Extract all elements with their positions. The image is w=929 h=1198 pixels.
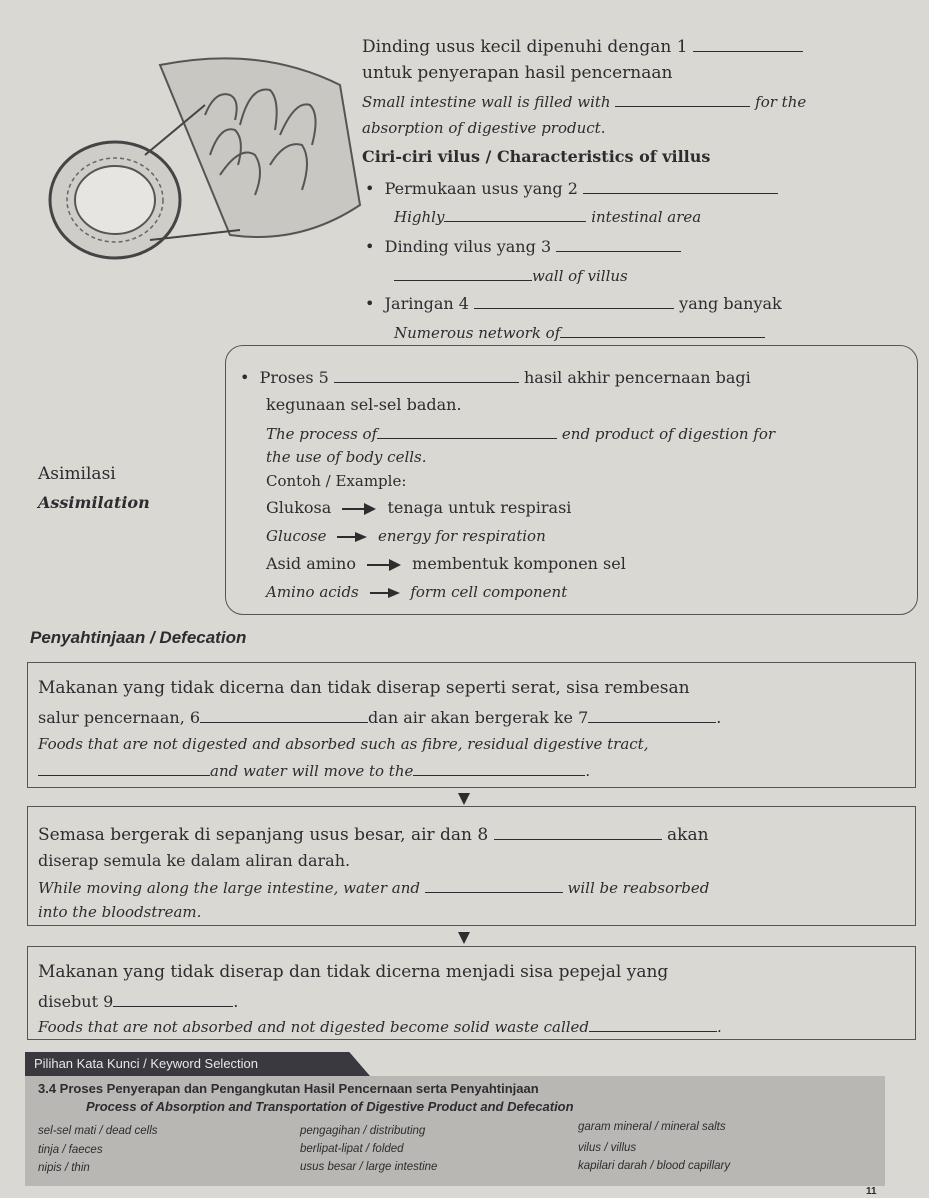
- box3-line2: disebut 9 .: [38, 992, 239, 1011]
- villus-line4: absorption of digestive product.: [362, 119, 606, 137]
- keyword-cell: tinja / faeces: [38, 1144, 103, 1156]
- box2-line3: While moving along the large intestine, water and will be reabsorbed: [38, 879, 710, 897]
- villus-bullet2: • Permukaan usus yang 2: [365, 177, 778, 198]
- keyword-cell: kapilari darah / blood capillary: [578, 1160, 731, 1172]
- example-2-en: Amino acids form cell component: [266, 583, 568, 601]
- assimilation-label-en: Assimilation: [38, 493, 150, 512]
- keyword-tab-label: Pilihan Kata Kunci / Keyword Selection: [34, 1056, 259, 1071]
- villus-bullet3: • Dinding vilus yang 3: [365, 235, 681, 256]
- keyword-cell: sel-sel mati / dead cells: [38, 1125, 158, 1137]
- arrow-right-icon: [337, 532, 367, 542]
- keyword-cell: vilus / villus: [578, 1142, 637, 1154]
- assimilation-bullet5-en: The process of end product of digestion for: [266, 425, 776, 443]
- defecation-heading: Penyahtinjaan / Defecation: [30, 628, 247, 647]
- box1-line3: Foods that are not digested and absorbed such as fibre, residual digestive tract,: [38, 735, 649, 753]
- page-number: 11: [866, 1186, 877, 1197]
- box2-line4: into the bloodstream.: [38, 903, 202, 921]
- arrow-right-icon: [367, 559, 401, 571]
- example-2-ms: Asid amino membentuk komponen sel: [266, 554, 626, 573]
- keyword-cell: pengagihan / distributing: [300, 1125, 426, 1137]
- villus-line1: Dinding usus kecil dipenuhi dengan 1: [362, 34, 803, 57]
- keyword-cell: nipis / thin: [38, 1162, 90, 1174]
- keyword-title-ms: 3.4 Proses Penyerapan dan Pengangkutan Hasil Pencernaan serta Penyahtinjaan: [38, 1081, 539, 1096]
- keyword-cell: usus besar / large intestine: [300, 1161, 438, 1173]
- villus-line2: untuk penyerapan hasil pencernaan: [362, 63, 673, 83]
- example-1-ms: Glukosa tenaga untuk respirasi: [266, 498, 572, 517]
- example-1-en: Glucose energy for respiration: [266, 527, 546, 545]
- assimilation-bullet5-line2: kegunaan sel-sel badan.: [266, 395, 462, 414]
- assimilation-bullet5-en-line2: the use of body cells.: [266, 448, 427, 466]
- keyword-cell: berlipat-lipat / folded: [300, 1143, 404, 1155]
- villus-line3: Small intestine wall is filled with for the: [362, 93, 807, 111]
- villus-bullet4: • Jaringan 4 yang banyak: [365, 294, 782, 313]
- villus-characteristics-heading: Ciri-ciri vilus / Characteristics of villus: [362, 147, 711, 166]
- box1-line2: salur pencernaan, 6 dan air akan bergerak ke 7 .: [38, 708, 722, 727]
- arrow-down-icon: [458, 793, 470, 805]
- keyword-title-en: Process of Absorption and Transportation of Digestive Product and Defecation: [86, 1099, 574, 1114]
- villus-bullet4-en: Numerous network of: [394, 322, 765, 342]
- box2-line2: diserap semula ke dalam aliran darah.: [38, 851, 351, 870]
- box1-line1: Makanan yang tidak dicerna dan tidak diserap seperti serat, sisa rembesan: [38, 678, 690, 698]
- box3-line1: Makanan yang tidak diserap dan tidak dicerna menjadi sisa pepejal yang: [38, 962, 669, 982]
- arrow-right-icon: [342, 503, 376, 515]
- villus-bullet3-en: wall of villus: [394, 265, 628, 285]
- arrow-right-icon: [370, 588, 400, 598]
- example-label: Contoh / Example:: [266, 472, 407, 490]
- box2-line1: Semasa bergerak di sepanjang usus besar, air dan 8 akan: [38, 822, 709, 845]
- arrow-down-icon: [458, 932, 470, 944]
- assimilation-label-ms: Asimilasi: [38, 464, 116, 484]
- villus-bullet2-en: Highly intestinal area: [394, 208, 702, 226]
- box3-line3: Foods that are not absorbed and not digested become solid waste called .: [38, 1018, 722, 1036]
- box1-line4: and water will move to the .: [38, 760, 590, 780]
- assimilation-bullet5: • Proses 5 hasil akhir pencernaan bagi: [240, 368, 751, 387]
- villus-illustration: [40, 45, 370, 275]
- keyword-cell: garam mineral / mineral salts: [578, 1121, 726, 1133]
